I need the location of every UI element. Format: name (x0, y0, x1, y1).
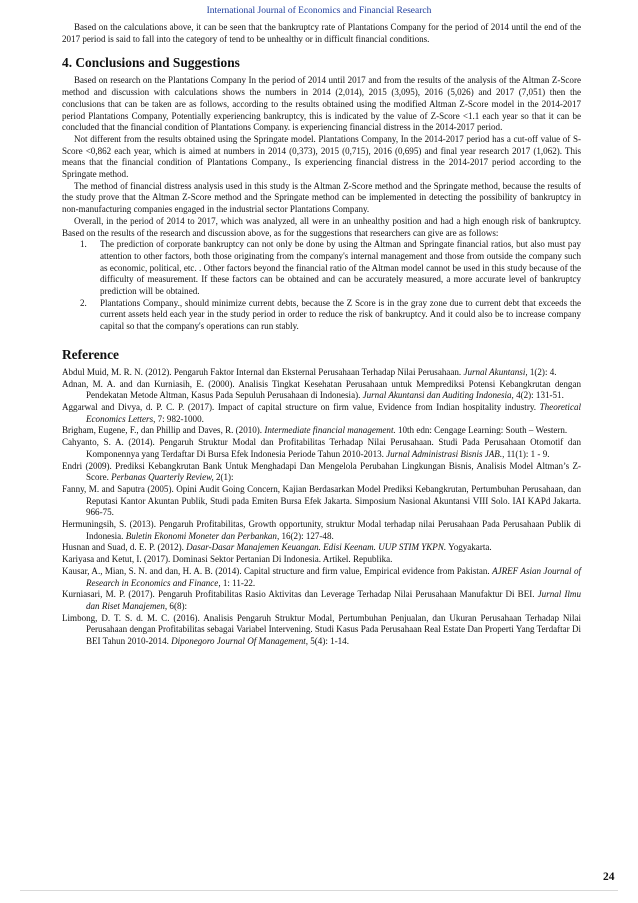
intro-paragraph: Based on the calculations above, it can be seen that the bankruptcy rate of Plantations Company for the period of 2014 until the end of the 2017 period is said to fall into the category of tend to be unhealthy or in difficult financial conditions. (62, 22, 581, 44)
page-number: 24 (603, 871, 615, 883)
suggestion-text: The prediction of corporate bankruptcy can not only be done by using the Altman and Springate financial ratios, but also must pay attention to other factors, both those originating from the company's internal management and those from outside the company such as economic, political, etc. . Other factors beyond the financial ratio of the Altman model cannot be used in this study because of the difficulty of measurement. If these factors can be obtained and can be accurately measured, a more accurate level of bankruptcy prediction will be obtained. (100, 239, 581, 297)
section-heading-reference: Reference (62, 346, 119, 362)
suggestion-number: 2. (80, 297, 87, 308)
suggestion-item (62, 239, 581, 298)
footer-divider (20, 890, 618, 891)
suggestion-number: 1. (80, 239, 87, 250)
reference-entry: Husnan and Suad, d. E. P. (2012). Dasar-Dasar Manajemen Keuangan. Edisi Keenam. UUP STIM YKPN. Yogyakarta. (62, 542, 492, 553)
reference-entry: Adnan, M. A. and dan Kurniasih, E. (2000). Analisis Tingkat Kesehatan Perusahaan untuk Memprediksi Potensi Kebangkrutan dengan Pendekatan Metode Altman, Kasus Pada Sepuluh Perusahaan di Indonesia). Jurnal Akuntansi dan Auditing Indonesia, 4(2): 131-51. (62, 378, 581, 401)
conclusion-paragraph: Overall, in the period of 2014 to 2017, which was analyzed, all were in an unhealthy position and had a high enough risk of bankruptcy. Based on the results of the research and discussion above, as for the suggestions that researchers can give are as follows: (62, 215, 581, 238)
reference-entry: Kausar, A., Mian, S. N. and dan, H. A. B. (2014). Capital structure and firm value, Empirical evidence from Pakistan. AJREF Asian Journal of Research in Economics and Finance, 1: 11-22. (62, 565, 581, 588)
page-body (62, 22, 581, 648)
reference-entry: Endri (2009). Prediksi Kebangkrutan Bank Untuk Menghadapi Dan Mengelola Perubahan Lingkungan Bisnis, Analisis Model Altman’s Z-Score. Perbanas Quarterly Review, 2(1): (62, 460, 581, 483)
reference-entry: Kariyasa and Ketut, I. (2017). Dominasi Sektor Pertanian Di Indonesia. Artikel. Republika. (62, 554, 393, 565)
reference-entry: Fanny, M. and Saputra (2005). Opini Audit Going Concern, Kajian Berdasarkan Model Prediksi Kebangkrutan, Pertumbuhan Perusahaan, dan Reputasi Kantor Akuntan Publik, Studi pada Emiten Bursa Efek Jakarta. Simposium Nasional Akuntansi VIII Solo. IAI KAPd Jakarta. 966-75. (62, 483, 581, 518)
conclusion-paragraph: Based on research on the Plantations Company In the period of 2014 until 2017 and from the results of the analysis of the Altman Z-Score method and discussion with calculations shows the numbers in 2014 (2,014), 2015 (3,095), 2016 (5,026) and 2017 (7,051) then the conclusions that can be taken are as follows, according to the results obtained using the modified Altman Z-Score model in the 2014-2017 period Plantations Company, Potentially experiencing bankruptcy, this is indicated by the value of Z-Score <1.1 each year so that it can be concluded that the financial condition of Plantations Company. is experiencing financial distress in the 2014-2017 period. (62, 75, 581, 133)
suggestion-text: Plantations Company., should minimize current debts, because the Z Score is in the gray zone due to current debt that exceeds the current assets held each year in the study period in order to reduce the risk of bankruptcy. And it could also be to increase company capital so that the company's operations can run stably. (100, 297, 581, 332)
suggestion-list (62, 239, 581, 333)
reference-entry: Aggarwal and Divya, d. P. C. P. (2017). Impact of capital structure on firm value, Evidence from Indian hospitality industry. Theoretical Economics Letters, 7: 982-1000. (62, 401, 581, 424)
reference-list (62, 367, 581, 648)
conclusion-paragraph: The method of financial distress analysis used in this study is the Altman Z-Score method and the Springate method, because the results of the study prove that the Altman Z-Score method and the Springate method can be implemented in detecting the possibility of bankruptcy in non-manufacturing companies engaged in the industrial sector Plantations Company. (62, 180, 581, 215)
reference-entry: Limbong, D. T. S. d. M. C. (2016). Analisis Pengaruh Struktur Modal, Pertumbuhan Penjualan, dan Ukuran Perusahaan Terhadap Nilai Perusahaan dengan Profitabilitas sebagai Variabel Intervening. Studi Kasus Pada Perusahaan Real Estate Dan Properti Yang Terdaftar Di BEI Tahun 2010-2014. Diponegoro Journal Of Management, 5(4): 1-14. (62, 612, 581, 647)
suggestion-item (62, 298, 581, 333)
reference-entry: Brigham, Eugene, F., dan Phillip and Daves, R. (2010). Intermediate financial management. 10th edn: Cengage Learning: South – Western. (62, 425, 568, 436)
conclusion-paragraph: Not different from the results obtained using the Springate model. Plantations Company, In the 2014-2017 period has a cut-off value of S-Score <0,862 each year, which is aimed at numbers in 2014 (0,373), 2015 (0,715), 2016 (0,695) and final year research 2017 (1,062). This means that the financial condition of Plantations Company., Is experiencing financial distress in the 2014-2017 period according to the Springate method. (62, 133, 581, 180)
reference-entry: Kurniasari, M. P. (2017). Pengaruh Profitabilitas Rasio Aktivitas dan Leverage Terhadap Nilai Perusahaan Manufaktur Di BEI. Jurnal Ilmu dan Riset Manajemen, 6(8): (62, 589, 581, 611)
reference-entry: Abdul Muid, M. R. N. (2012). Pengaruh Faktor Internal dan Eksternal Perusahaan Terhadap Nilai Perusahaan. Jurnal Akuntansi, 1(2): 4. (62, 366, 557, 377)
reference-entry: Cahyanto, S. A. (2014). Pengaruh Struktur Modal dan Profitabilitas Terhadap Nilai Perusahaan. Studi Pada Perusahaan Otomotif dan Komponennya yang Terdaftar Di Bursa Efek Indonesia Periode Tahun 2010-2013. Jurnal Administrasi Bisnis JAB., 11(1): 1 - 9. (62, 437, 581, 459)
reference-entry: Hermuningsih, S. (2013). Pengaruh Profitabilitas, Growth opportunity, struktur Modal terhadap nilai Perusahaan Pada Perusahaan Publik di Indonesia. Buletin Ekonomi Moneter dan Perbankan, 16(2): 127-48. (62, 519, 581, 541)
section-heading-conclusions: 4. Conclusions and Suggestions (62, 55, 240, 71)
journal-header: International Journal of Economics and Financial Research (206, 6, 432, 16)
